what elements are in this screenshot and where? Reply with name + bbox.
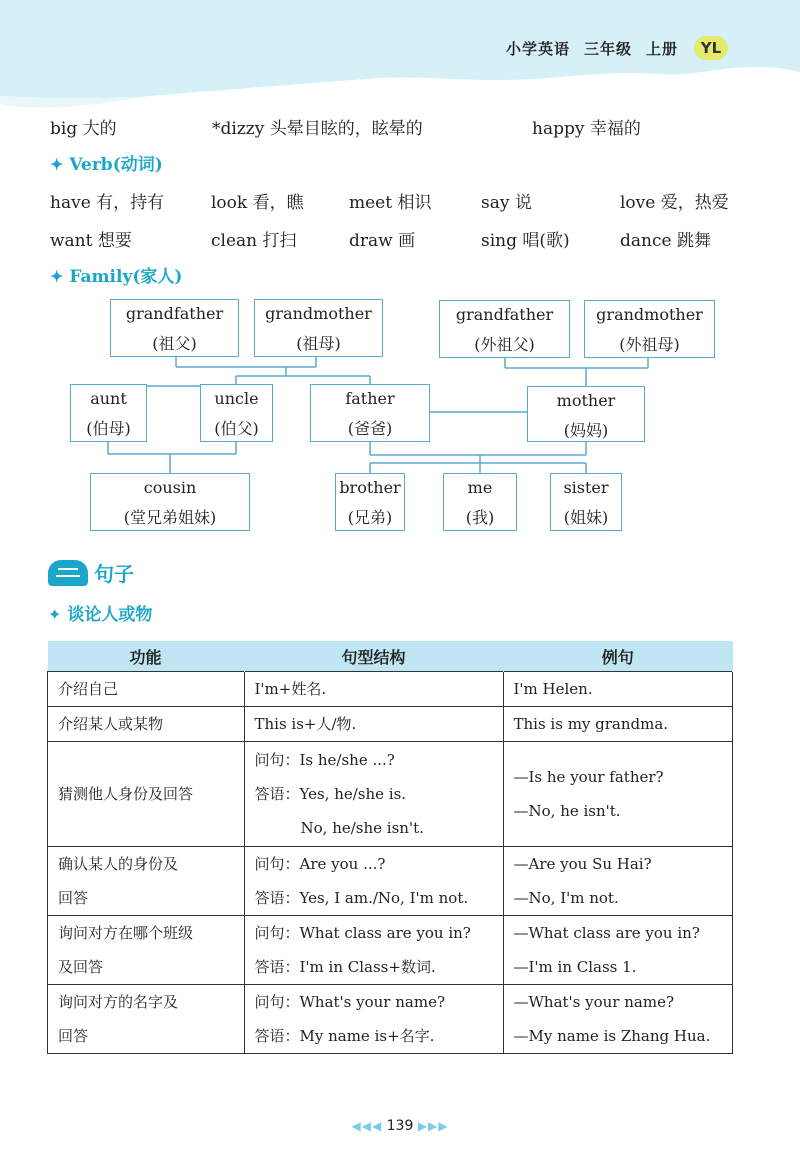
- func-cell: 猜测他人身份及回答: [48, 742, 245, 847]
- family-box-brother: brother (兄弟): [335, 473, 405, 531]
- example-cell: —What's your name? —My name is Zhang Hua.: [503, 985, 733, 1054]
- verb-word: want 想要: [50, 231, 132, 251]
- verb-word: love 爱，热爱: [620, 193, 729, 213]
- struct-cell: I'm+姓名.: [244, 672, 503, 707]
- diamond-icon: ✦: [48, 605, 62, 624]
- family-box-grandfather-paternal: grandfather (祖父): [110, 299, 239, 357]
- verb-word: dance 跳舞: [620, 231, 711, 251]
- sentence-section-title: 句子: [94, 562, 134, 586]
- family-section-title: ✦ Family(家人): [50, 267, 183, 287]
- family-box-grandmother-paternal: grandmother (祖母): [254, 299, 383, 357]
- func-cell: 询问对方在哪个班级 及回答: [48, 916, 245, 985]
- table-row: [48, 985, 733, 1054]
- struct-cell: This is+人/物.: [244, 707, 503, 742]
- family-box-grandmother-maternal: grandmother (外祖母): [584, 300, 715, 358]
- example-cell: This is my grandma.: [503, 707, 733, 742]
- verb-word: meet 相识: [349, 193, 432, 213]
- table-row: [48, 707, 733, 742]
- table-header: 句型结构: [244, 641, 503, 672]
- verb-word: draw 画: [349, 231, 416, 251]
- table-header: 例句: [503, 641, 733, 672]
- sentence-subtitle: ✦ 谈论人或物: [48, 605, 153, 625]
- page-number: 139: [386, 1118, 414, 1134]
- example-cell: —Is he your father? —No, he isn't.: [503, 742, 733, 847]
- verb-word: sing 唱(歌): [481, 231, 570, 251]
- family-box-mother: mother (妈妈): [527, 386, 645, 442]
- adj-big: big 大的: [50, 119, 117, 139]
- section-number-icon: [48, 560, 88, 586]
- struct-cell: 问句：Is he/she ...? 答语：Yes, he/she is. No, he/she isn't.: [244, 742, 503, 847]
- table-header-row: [48, 641, 733, 672]
- header-grade: 三年级: [584, 40, 633, 58]
- adj-happy: happy 幸福的: [532, 119, 641, 139]
- diamond-icon: ✦: [50, 267, 64, 286]
- table-row: [48, 742, 733, 847]
- left-arrows-icon: ◀◀◀: [351, 1119, 383, 1133]
- table-row: [48, 672, 733, 707]
- sentence-table: [47, 641, 733, 1054]
- example-cell: I'm Helen.: [503, 672, 733, 707]
- diamond-icon: ✦: [50, 155, 64, 174]
- header-subject: 小学英语: [506, 40, 571, 58]
- header-volume: 上册: [646, 40, 679, 58]
- family-box-grandfather-maternal: grandfather (外祖父): [439, 300, 570, 358]
- yl-badge: YL: [694, 36, 728, 60]
- func-cell: 确认某人的身份及 回答: [48, 847, 245, 916]
- verb-section-title: ✦ Verb(动词): [50, 155, 163, 175]
- right-arrows-icon: ▶▶▶: [417, 1119, 449, 1133]
- adj-dizzy: *dizzy 头晕目眩的，眩晕的: [212, 119, 423, 139]
- family-box-me: me (我): [443, 473, 517, 531]
- family-box-uncle: uncle (伯父): [200, 384, 273, 442]
- example-cell: —Are you Su Hai? —No, I'm not.: [503, 847, 733, 916]
- func-cell: 介绍某人或某物: [48, 707, 245, 742]
- table-header: 功能: [48, 641, 245, 672]
- func-cell: 介绍自己: [48, 672, 245, 707]
- family-box-father: father (爸爸): [310, 384, 430, 442]
- struct-cell: 问句：Are you ...? 答语：Yes, I am./No, I'm not.: [244, 847, 503, 916]
- table-row: [48, 916, 733, 985]
- verb-word: have 有，持有: [50, 193, 165, 213]
- func-cell: 询问对方的名字及 回答: [48, 985, 245, 1054]
- example-cell: —What class are you in? —I'm in Class 1.: [503, 916, 733, 985]
- struct-cell: 问句：What's your name? 答语：My name is+名字.: [244, 985, 503, 1054]
- verb-word: look 看，瞧: [211, 193, 304, 213]
- family-box-cousin: cousin (堂兄弟姐妹): [90, 473, 250, 531]
- family-box-sister: sister (姐妹): [550, 473, 622, 531]
- family-box-aunt: aunt (伯母): [70, 384, 147, 442]
- verb-word: say 说: [481, 193, 532, 213]
- struct-cell: 问句：What class are you in? 答语：I'm in Class+数词.: [244, 916, 503, 985]
- page-footer: [0, 1118, 800, 1134]
- verb-word: clean 打扫: [211, 231, 297, 251]
- table-row: [48, 847, 733, 916]
